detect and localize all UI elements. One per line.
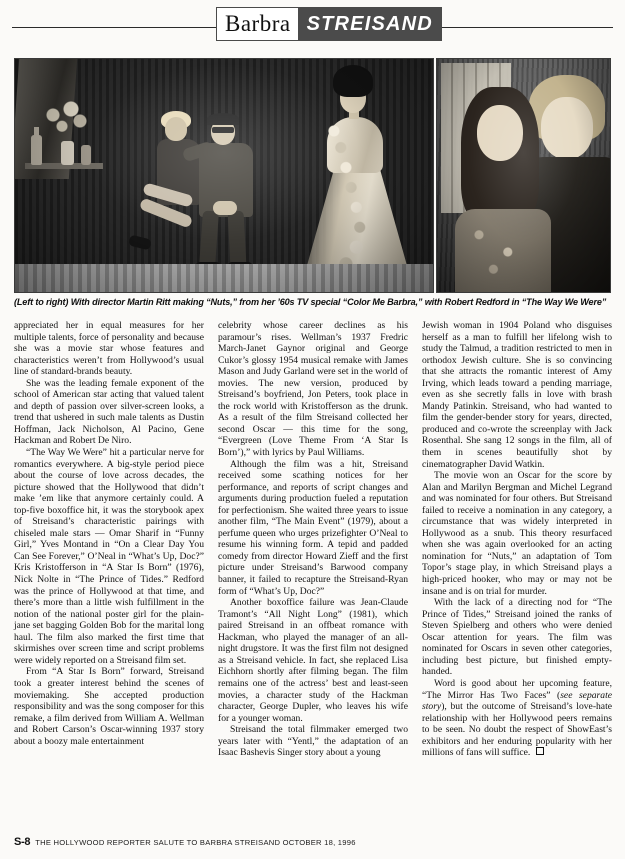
logo-word-barbra: Barbra xyxy=(217,8,298,40)
publication-logo xyxy=(216,7,442,41)
paragraph-final xyxy=(422,678,612,759)
final-text-prefix: Word is good about her upcoming feature, “The Mirror Has Two Faces” ( xyxy=(422,677,612,701)
masthead xyxy=(0,0,625,50)
page-footer xyxy=(14,836,612,848)
paragraph: From “A Star Is Born” forward, Streisand took a greater interest behind the scenes of moviemaking. She accepted production responsibility and was the song composer for this remake, a film derived from William A. Wellman and Robert Carson’s Oscar-winning 1937 story about a boozy male entertainment xyxy=(14,666,204,747)
photo-caption: (Left to right) With director Martin Ritt making “Nuts,” from her ’60s TV special “Color Me Barbra,” with Robert Redford in “The Way We Were” xyxy=(14,297,607,307)
end-of-article-mark xyxy=(536,747,544,755)
article-column-2 xyxy=(218,320,408,825)
paragraph: She was the leading female exponent of the school of American star acting that valued talent and depth of passion over silver-screen looks, a trend that ushered in such male talents as Dustin Hoffman, Jack Nicholson, Al Pacino, Gene Hackman and Robert De Niro. xyxy=(14,377,204,447)
paragraph: appreciated her in equal measures for her multiple talents, force of personality and because she was a movie star whose features and characteristics weren’t from Hollywood’s usual line of standard-brands beauty. xyxy=(14,320,204,378)
paragraph: celebrity whose career declines as his paramour’s rises. Wellman’s 1937 Fredric March-Janet Gaynor original and George Cukor’s glossy 1954 musical remake with James Mason and Judy Garland were set in the world of movies. The new version, produced by Streisand’s boyfriend, Jon Peters, took place in the rock world with Kristofferson as the drunk. As a result of the film Streisand collected her second Oscar — this time for the song, “Evergreen (Love Theme From ‘A Star Is Born’),” with lyrics by Paul Williams. xyxy=(218,320,408,459)
page-number: S-8 xyxy=(14,836,31,848)
photo-left-composite xyxy=(14,58,434,293)
article-column-3 xyxy=(422,320,612,825)
paragraph: “The Way We Were” hit a particular nerve for romantics everywhere. A big-style period piece about the course of love across decades, the picture showed that the Hollywood that didn’t make ’em like that anymore certainly could. A top-five boxoffice hit, it was the storybook apex of Streisand’s characteristic pairings with chiseled male stars — Omar Sharif in “Funny Girl,” Yves Montand in “On a Clear Day You Can See Forever,” O’Neal in “What’s Up, Doc?” Kris Kristofferson in “A Star Is Born” (1976), Nick Nolte in “The Prince of Tides.” Redford was the prince of Hollywood at that time, and there’s more than a little wish fulfillment in the notion of the national poster girl for the plain-jane set bagging Golden Bob for the marital long haul. The film also marked the first time that skirmishes over screen time and script problems were widely reported on a Streisand film set. xyxy=(14,447,204,666)
footer-publication-line: THE HOLLYWOOD REPORTER SALUTE TO BARBRA STREISAND OCTOBER 18, 1996 xyxy=(35,838,356,847)
logo-word-streisand: STREISAND xyxy=(298,8,441,40)
see-separate-story-note: see separate story xyxy=(422,689,612,713)
paragraph: With the lack of a directing nod for “The Prince of Tides,” Streisand joined the ranks of Steven Spielberg and others who were denied Oscar attention for years. The film was nominated for Oscars in seven other categories, including best picture, but finished empty-handed. xyxy=(422,597,612,678)
photo-right-vignette xyxy=(437,59,610,292)
paragraph: Jewish woman in 1904 Poland who disguises herself as a man to fulfill her lifelong wish to study the Talmud, a tradition restricted to men in orthodox Jewish culture. She is so convincing that she attracts the romantic interest of Amy Irving, which leads toward a pending marriage, even as she secretly falls in love with brash Mandy Patinkin. Streisand, who had wanted to film the gender-bender story for years, directed, produced and co-wrote the screenplay with Jack Rosenthal. She sang 12 songs in the film, all of them in scenes beautifully shot by cinematographer David Watkin. xyxy=(422,320,612,470)
paragraph: The movie won an Oscar for the score by Alan and Marilyn Bergman and Michel Legrand and was nominated for four others. But Streisand failed to receive a nomination in any category, a circumstance that was widely interpreted in Hollywood as a snub. This theory resurfaced when she was again overlooked for an acting nomination for “Nuts,” an adaptation of Tom Topor’s stage play, in which Streisand plays a high-priced hooker, who may or may not be insane and is on trial for murder. xyxy=(422,470,612,597)
final-text-suffix: ), but the outcome of Streisand’s love-hate relationship with her Hollywood peers remains to be seen. No doubt the respect of ShowEast’s exhibitors and her enduring popularity with her millions of fans will suffice. xyxy=(422,701,612,759)
paragraph: Another boxoffice failure was Jean-Claude Tramont’s “All Night Long” (1981), which paired Streisand in an offbeat romance with Hackman, who played the manager of an all-night drugstore. It was the first film not designed as a Streisand vehicle. In fact, she replaced Lisa Eichhorn shortly after filming began. The film remains one of the actress’ best and least-seen movies, a character study of the Hackman character, George Dupler, who leaves his wife for a younger woman. xyxy=(218,597,408,724)
paragraph: Streisand the total filmmaker emerged two years later with “Yentl,” the adaptation of an Isaac Bashevis Singer story about a young xyxy=(218,724,408,759)
masthead-rule-right xyxy=(412,27,613,28)
paragraph: Although the film was a hit, Streisand received some scathing notices for her performance, and reports of script changes and arguments during production fueled a reputation for perfectionism. She waited three years to issue another film, “The Main Event” (1979), about a perfume queen who urges prizefighter O’Neal to resume his winning form. A tepid and padded comedy from director Howard Zieff and the first picture under Streisand’s Barwood company banner, it failed to recapture the Streisand-Ryan form of “What’s Up, Doc?” xyxy=(218,458,408,597)
article-column-1 xyxy=(14,320,204,825)
photo-vignette xyxy=(15,59,433,292)
masthead-rule-left xyxy=(12,27,217,28)
photo-band xyxy=(14,58,611,293)
photo-right-the-way-we-were xyxy=(436,58,611,293)
article-body xyxy=(14,320,612,825)
